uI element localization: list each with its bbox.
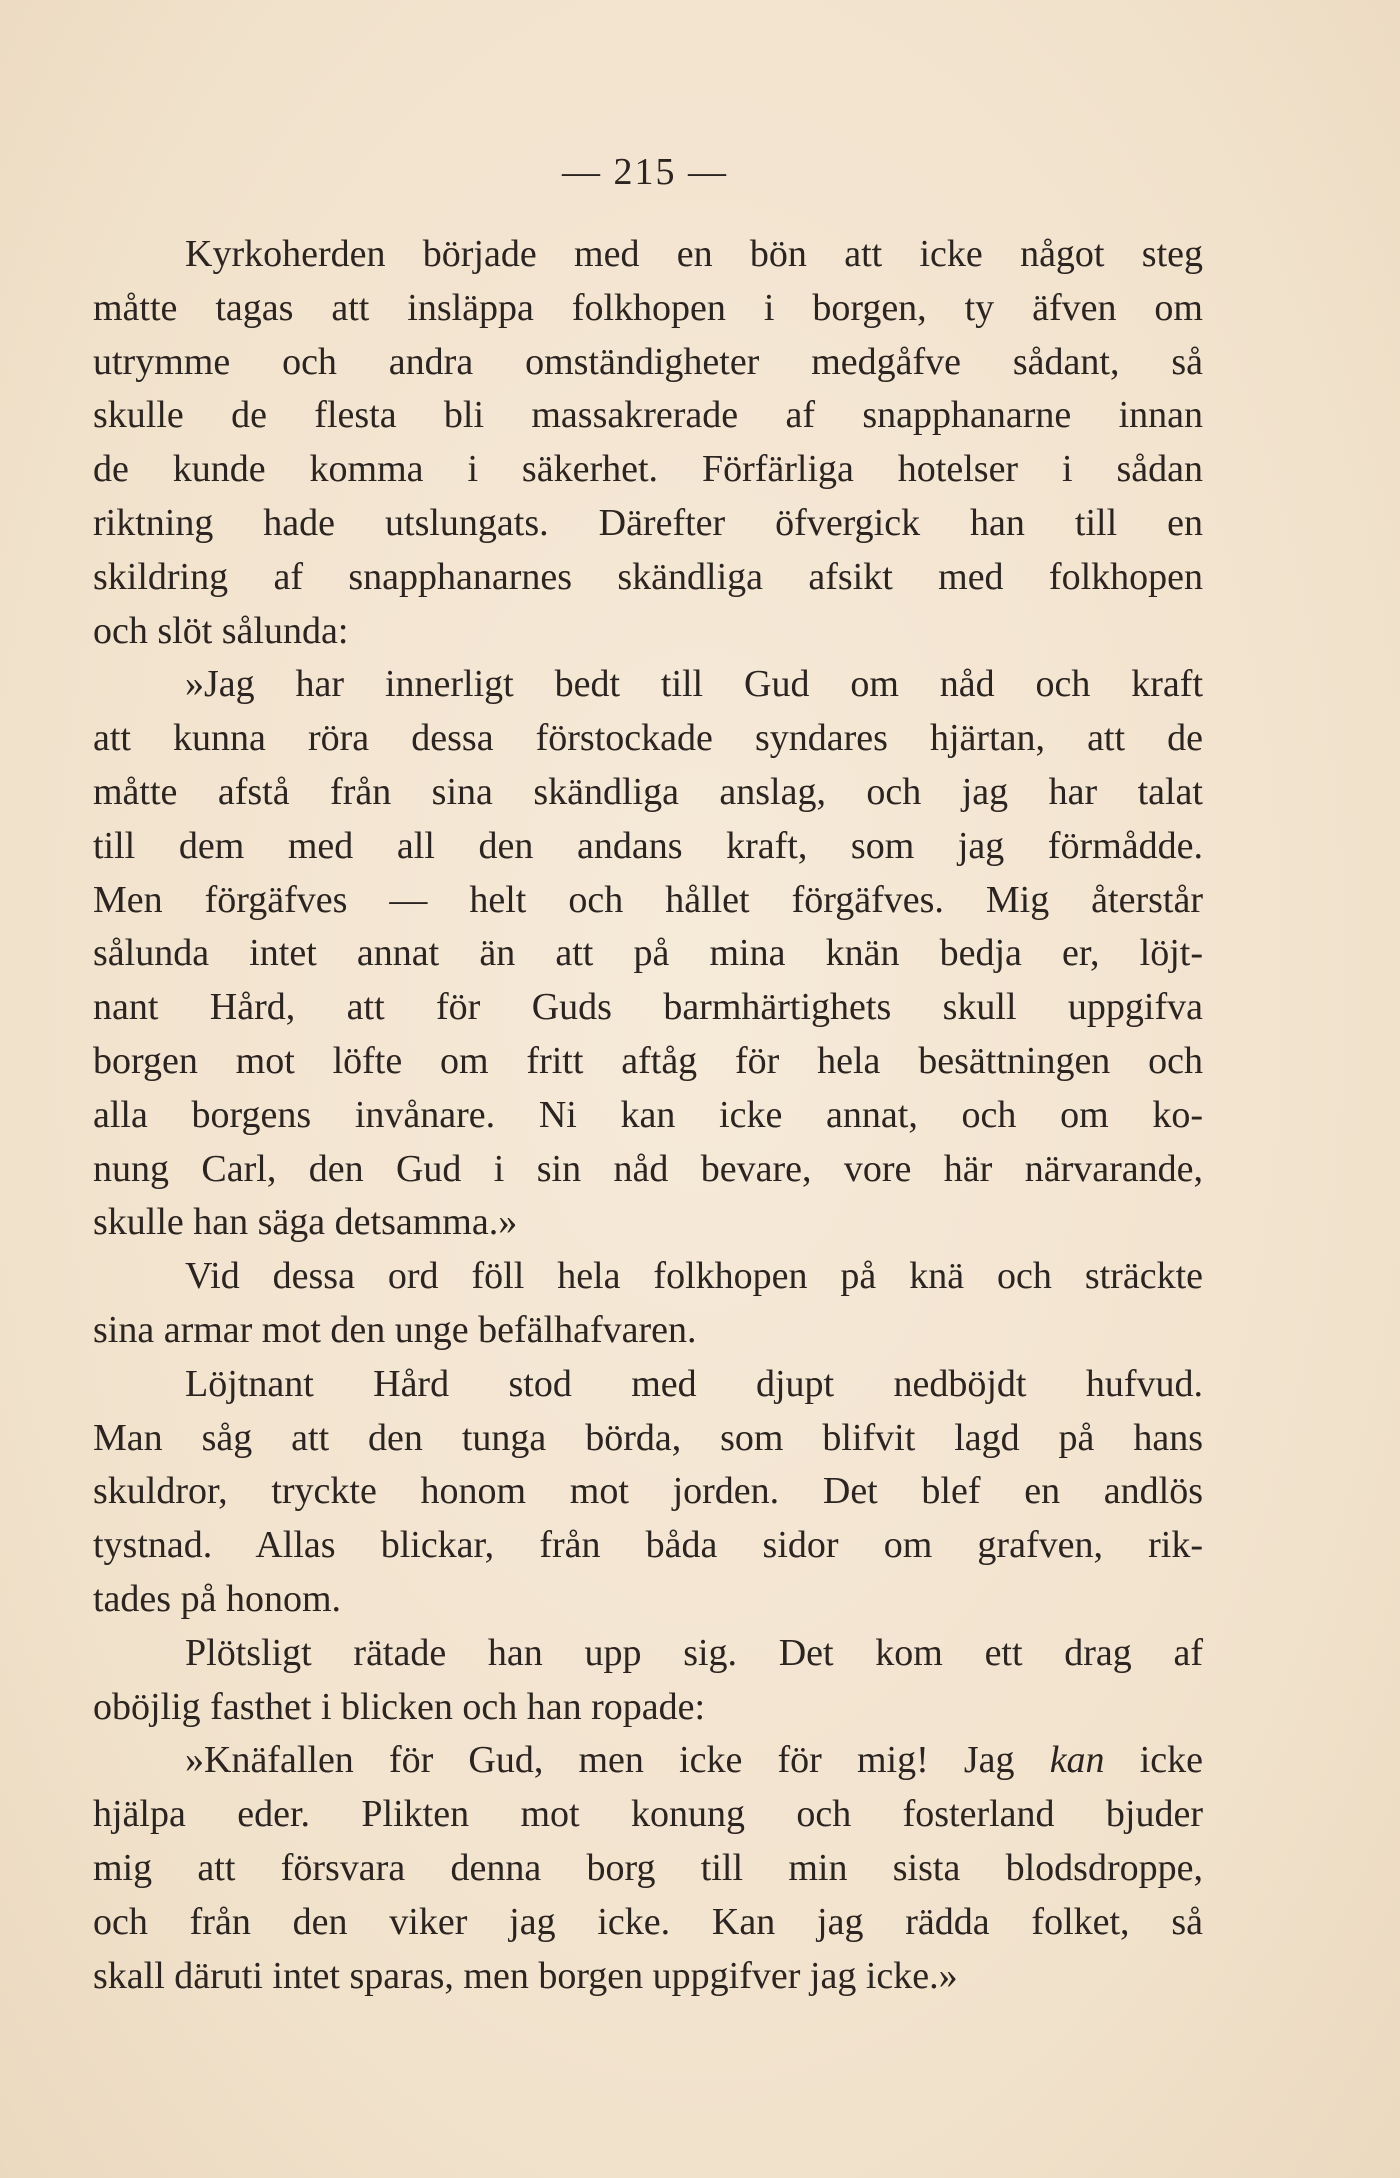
text-line: nant Hård, att för Guds barmhärtighets skull uppgifva: [93, 986, 1203, 1029]
text-line: oböjlig fasthet i blicken och han ropade:: [93, 1685, 706, 1728]
text-line: måtte tagas att insläppa folkhopen i borgen, ty äfven om: [93, 286, 1203, 329]
text-line: Vid dessa ord föll hela folkhopen på knä och sträckte: [185, 1255, 1203, 1298]
text-line: Löjtnant Hård stod med djupt nedböjdt hufvud.: [185, 1362, 1203, 1405]
text-line: riktning hade utslungats. Därefter öfvergick han till en: [93, 501, 1203, 544]
text-line: skildring af snapphanarnes skändliga afsikt med folkhopen: [93, 555, 1203, 598]
text-line-segment: »Knäfallen för Gud, men icke för mig! Jag: [185, 1739, 1050, 1782]
text-line: tades på honom.: [93, 1577, 342, 1620]
text-line: sålunda intet annat än att på mina knän bedja er, löjt-: [93, 932, 1203, 975]
text-line: nung Carl, den Gud i sin nåd bevare, vore här närvarande,: [93, 1147, 1203, 1190]
text-line: till dem med all den andans kraft, som jag förmådde.: [93, 824, 1203, 867]
text-line: och slöt sålunda:: [93, 609, 349, 652]
text-line: Men förgäfves — helt och hållet förgäfves. Mig återstår: [93, 878, 1203, 921]
body-text: [93, 228, 1203, 2003]
text-line: hjälpa eder. Plikten mot konung och fosterland bjuder: [93, 1793, 1203, 1836]
text-line: skall däruti intet sparas, men borgen uppgifver jag icke.»: [93, 1954, 958, 1997]
text-line: »Jag har innerligt bedt till Gud om nåd och kraft: [185, 663, 1203, 706]
emphasized-word: kan: [1049, 1739, 1105, 1782]
page-number: — 215 —: [562, 151, 728, 193]
text-line: utrymme och andra omständigheter medgåfve sådant, så: [93, 340, 1203, 383]
text-line: [93, 1734, 1203, 1788]
text-line: sina armar mot den unge befälhafvaren.: [93, 1308, 697, 1351]
text-line: skulle de flesta bli massakrerade af snapphanarne innan: [93, 394, 1203, 437]
text-line: skulle han säga detsamma.»: [93, 1201, 518, 1244]
text-line: alla borgens invånare. Ni kan icke annat, och om ko-: [93, 1093, 1203, 1136]
text-line: att kunna röra dessa förstockade syndares hjärtan, att de: [93, 717, 1203, 760]
text-line: Plötsligt rätade han upp sig. Det kom ett drag af: [185, 1631, 1203, 1674]
text-line: tystnad. Allas blickar, från båda sidor om grafven, rik-: [93, 1524, 1203, 1567]
text-line: måtte afstå från sina skändliga anslag, och jag har talat: [93, 770, 1203, 813]
text-line: borgen mot löfte om fritt aftåg för hela besättningen och: [93, 1039, 1203, 1082]
text-line: Man såg att den tunga börda, som blifvit lagd på hans: [93, 1416, 1203, 1459]
text-line: mig att försvara denna borg till min sista blodsdroppe,: [93, 1846, 1203, 1889]
text-line: Kyrkoherden började med en bön att icke något steg: [185, 233, 1203, 275]
text-line-segment: icke: [1104, 1739, 1203, 1782]
text-line: de kunde komma i säkerhet. Förfärliga hotelser i sådan: [93, 448, 1203, 491]
text-line: skuldror, tryckte honom mot jorden. Det blef en andlös: [93, 1470, 1203, 1513]
text-line: och från den viker jag icke. Kan jag rädda folket, så: [93, 1900, 1203, 1943]
